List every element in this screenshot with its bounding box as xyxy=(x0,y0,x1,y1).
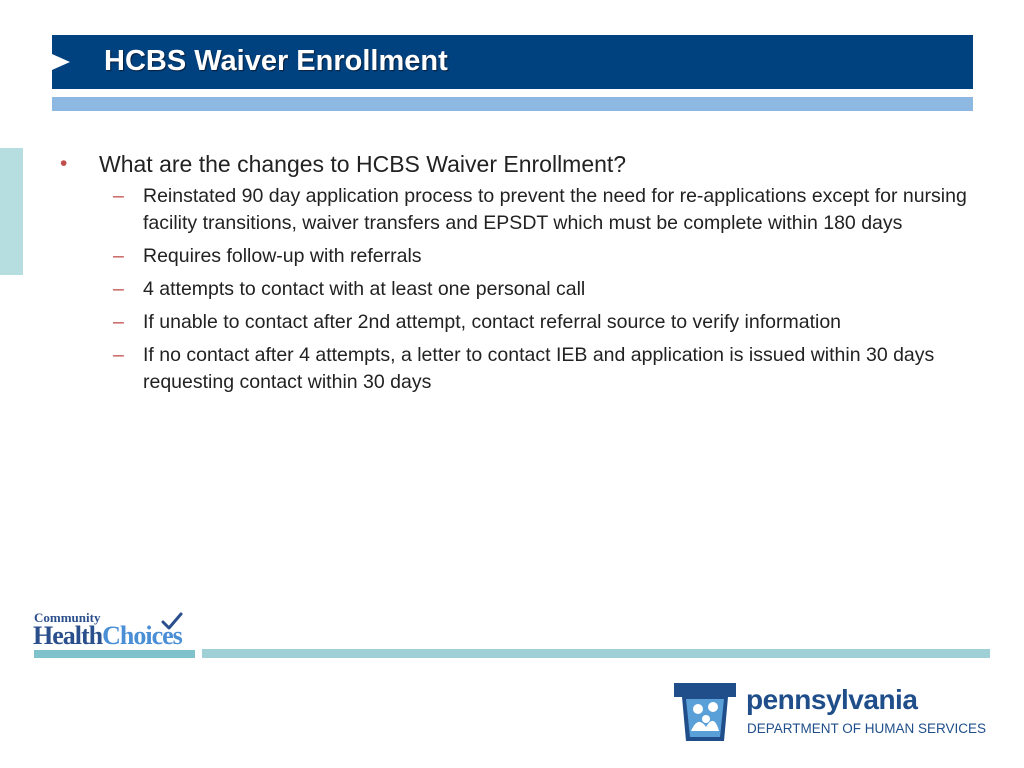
pa-logo-department: DEPARTMENT OF HUMAN SERVICES xyxy=(747,721,987,736)
checkmark-icon xyxy=(161,612,183,630)
slide-title: HCBS Waiver Enrollment xyxy=(104,45,448,77)
sub-bullet-text: Reinstated 90 day application process to prevent the need for re-applications except for nursing facility transitions, waiver transfers and EPSDT which must be complete within 180 days xyxy=(143,185,967,234)
slide-content xyxy=(60,148,970,402)
sub-bullet-item xyxy=(113,243,970,270)
sub-bullet-text: Requires follow-up with referrals xyxy=(143,245,422,267)
chc-logo-community: Community xyxy=(34,610,101,625)
pa-logo-name: pennsylvania xyxy=(746,684,918,715)
sub-bullet-item xyxy=(113,183,970,237)
sub-bullet-marker: – xyxy=(113,311,124,333)
sub-bullet-item xyxy=(113,276,970,303)
triangle-right-icon xyxy=(52,54,70,70)
left-side-tab xyxy=(0,148,23,275)
sub-bullet-item xyxy=(113,309,970,336)
sub-bullet-text: If unable to contact after 2nd attempt, contact referral source to verify information xyxy=(143,311,842,333)
sub-bullet-marker: – xyxy=(113,185,124,207)
chc-logo-health: Health xyxy=(33,621,103,650)
main-bullet xyxy=(60,148,970,180)
pennsylvania-dhs-logo xyxy=(672,681,987,747)
main-bullet-text: What are the changes to HCBS Waiver Enrollment? xyxy=(99,151,627,177)
keystone-family-icon xyxy=(672,681,738,743)
community-healthchoices-logo xyxy=(33,610,198,656)
chc-logo-choices: Choices xyxy=(102,621,182,650)
sub-bullet-marker: – xyxy=(113,245,124,267)
sub-bullet-text: 4 attempts to contact with at least one personal call xyxy=(143,278,586,300)
title-underbar xyxy=(52,97,973,111)
chc-logo-wordmark xyxy=(33,622,182,650)
sub-bullet-text: If no contact after 4 attempts, a letter to contact IEB and application is issued within 30 days requesting contact within 30 days xyxy=(143,344,935,393)
sub-bullet-list xyxy=(60,183,970,396)
sub-bullet-item xyxy=(113,342,970,396)
bullet-marker: • xyxy=(60,152,68,175)
footer-line-right xyxy=(202,649,990,658)
sub-bullet-marker: – xyxy=(113,344,124,366)
sub-bullet-marker: – xyxy=(113,278,124,300)
